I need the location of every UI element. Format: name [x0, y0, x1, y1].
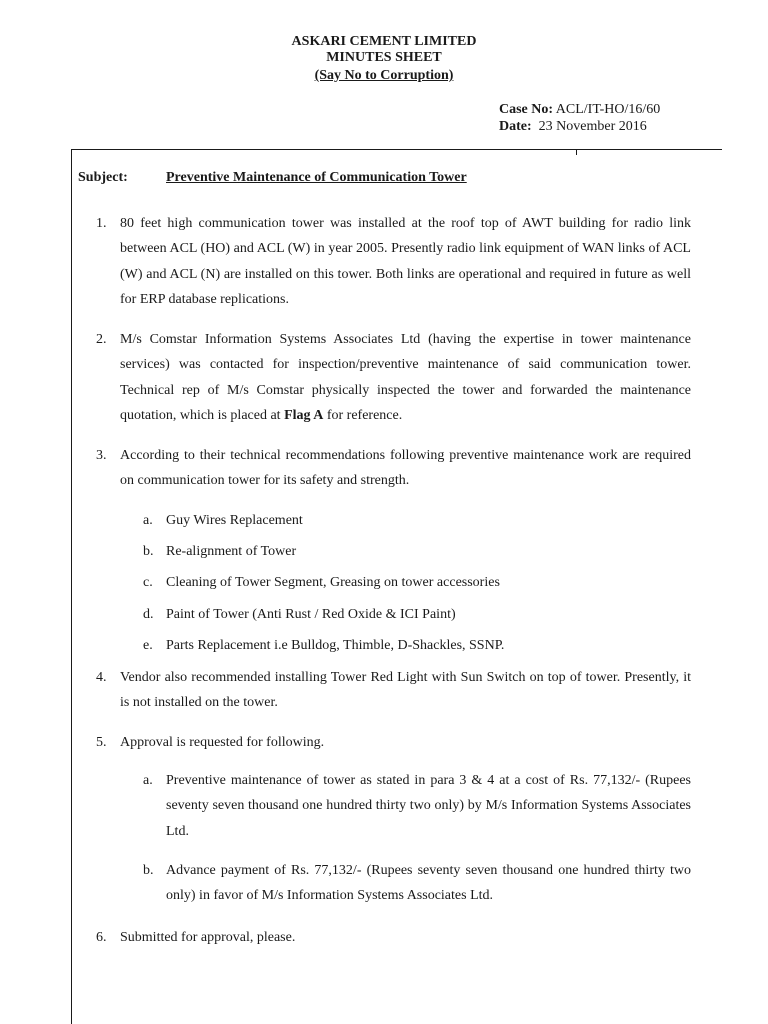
para-2-text-after: for reference.	[323, 407, 403, 423]
para-5-item-a-letter: a.	[143, 773, 153, 788]
para-1-number: 1.	[96, 216, 107, 231]
para-5-text: Approval is requested for following.	[120, 735, 325, 750]
para-4-text: Vendor also recommended installing Tower Red Light with Sun Switch on top of tower. Presently, it is not installed on the tower.	[120, 670, 691, 711]
para-2-text-before: M/s Comstar Information Systems Associates Ltd (having the expertise in tower maintenance services) was contacted for inspection/preventive maintenance of said communication tower. Technical rep of M/s Comstar physically inspected the tower and forwarded the maintenance quotation, which is placed at	[120, 332, 691, 423]
para-5-item-a: Preventive maintenance of tower as stated in para 3 & 4 at a cost of Rs. 77,132/- (Rupees seventy seven thousand one hundred thirty two only) by M/s Information Systems Associates Ltd.	[166, 773, 691, 839]
para-3-item-e: Parts Replacement i.e Bulldog, Thimble, D-Shackles, SSNP.	[166, 638, 505, 653]
para-3-item-b-letter: b.	[143, 544, 154, 559]
margin-rule	[71, 149, 72, 1024]
case-label: Case No:	[499, 102, 554, 117]
para-6-number: 6.	[96, 930, 107, 945]
para-3-number: 3.	[96, 448, 107, 463]
rule-tick	[576, 149, 577, 155]
case-number-line	[499, 101, 660, 119]
para-3-item-d-letter: d.	[143, 607, 154, 622]
company-name: ASKARI CEMENT LIMITED	[291, 34, 477, 49]
para-6-text: Submitted for approval, please.	[120, 930, 296, 945]
sheet-title: MINUTES SHEET	[326, 50, 442, 65]
date-label: Date:	[499, 119, 532, 134]
para-3-item-d: Paint of Tower (Anti Rust / Red Oxide & ICI Paint)	[166, 607, 456, 622]
para-3-item-a-letter: a.	[143, 513, 153, 528]
para-4-number: 4.	[96, 670, 107, 685]
top-rule	[71, 149, 722, 150]
motto: (Say No to Corruption)	[314, 68, 454, 83]
para-3-item-c: Cleaning of Tower Segment, Greasing on tower accessories	[166, 575, 500, 590]
case-number: ACL/IT-HO/16/60	[555, 102, 661, 117]
para-3-item-a: Guy Wires Replacement	[166, 513, 303, 528]
para-3-item-c-letter: c.	[143, 575, 153, 590]
para-2-number: 2.	[96, 332, 107, 347]
para-3-item-b: Re-alignment of Tower	[166, 544, 297, 559]
para-5-number: 5.	[96, 735, 107, 750]
subject-text: Preventive Maintenance of Communication Tower	[166, 170, 467, 185]
date-line	[499, 118, 647, 136]
para-3-item-e-letter: e.	[143, 638, 153, 653]
para-1-text: 80 feet high communication tower was installed at the roof top of AWT building for radio link between ACL (HO) and ACL (W) in year 2005. Presently radio link equipment of WAN links of ACL (W) and ACL (N) are installed on this tower. Both links are operational and required in future as well for ERP database replications.	[120, 216, 691, 307]
flag-a: Flag A	[284, 407, 324, 423]
subject-label: Subject:	[78, 170, 128, 185]
para-5-item-b: Advance payment of Rs. 77,132/- (Rupees seventy seven thousand one hundred thirty two only) in favor of M/s Information Systems Associates Ltd.	[166, 863, 691, 904]
para-2-text	[120, 327, 691, 428]
para-5-item-b-letter: b.	[143, 863, 154, 878]
date-value: 23 November 2016	[538, 119, 647, 134]
para-3-text: According to their technical recommendations following preventive maintenance work are required on communication tower for its safety and strength.	[120, 448, 691, 489]
